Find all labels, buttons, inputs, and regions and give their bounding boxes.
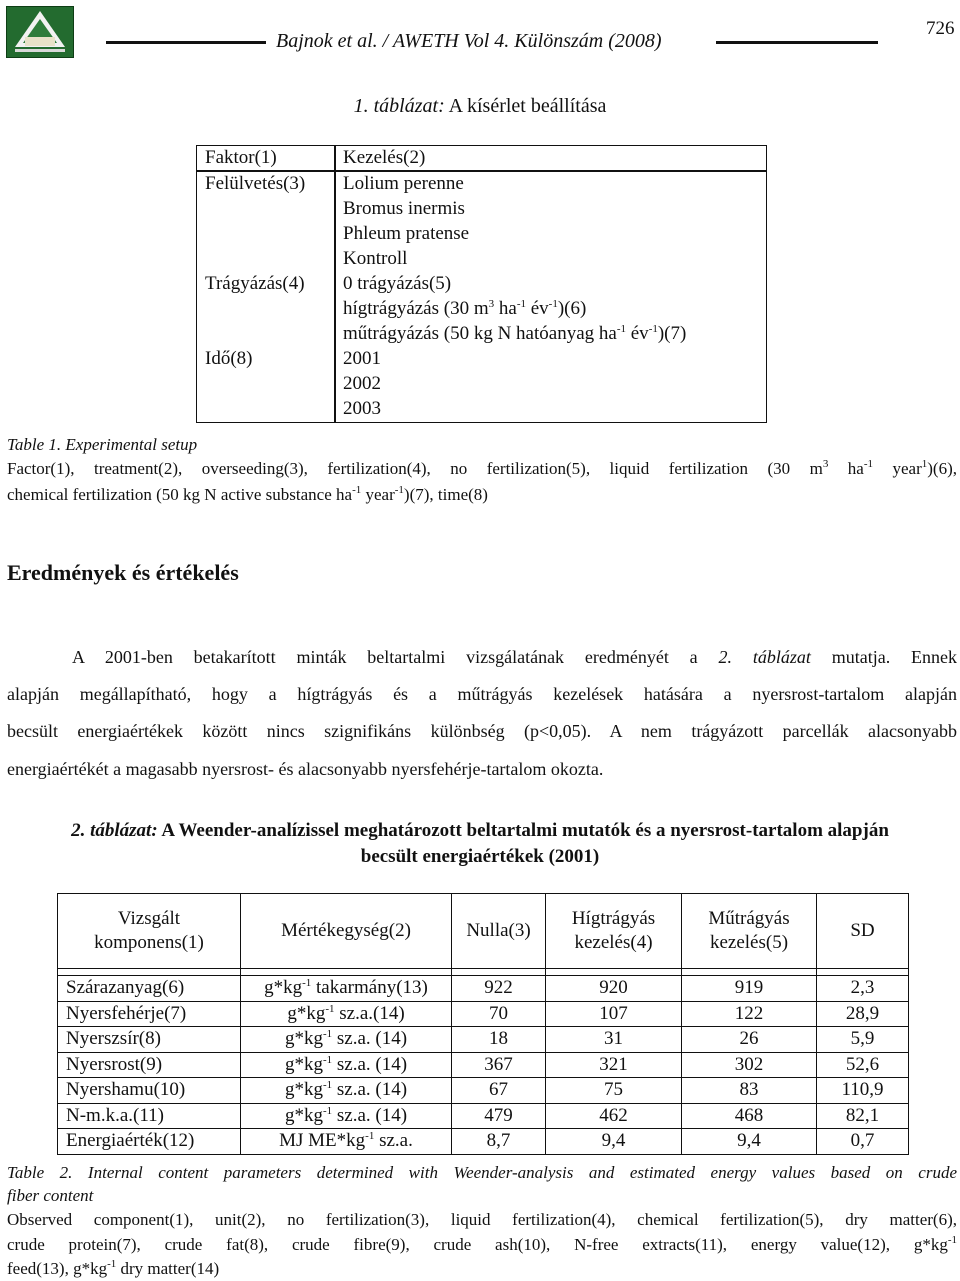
- table1-treatment-item: Kontroll: [343, 248, 408, 269]
- table2: [57, 893, 909, 1155]
- spacer-cell: [546, 969, 682, 976]
- table-row: [58, 1129, 909, 1155]
- unit-cell: $g*kg^{-1}$ sz.a. (14): [241, 1078, 452, 1104]
- table1-header-treatment: Kezelés(2): [343, 147, 426, 168]
- table-row: [58, 1103, 909, 1129]
- table2-col-component: Vizsgált komponens(1): [58, 894, 241, 969]
- table2-col-nulla: Nulla(3): [452, 894, 546, 969]
- chemical-cell: 302: [682, 1052, 817, 1078]
- sd-cell: 0,7: [817, 1129, 909, 1155]
- nulla-cell: 8,7: [452, 1129, 546, 1155]
- nulla-cell: 922: [452, 976, 546, 1002]
- table1-treatment-item: műtrágyázás (50 kg N hatóanyag $ha^{-1}$ $év^{-1})(7)$: [343, 323, 687, 344]
- table-reference: 2. táblázat: [718, 647, 811, 667]
- component-cell: Nyersrost(9): [58, 1052, 241, 1078]
- header-rule-right: [716, 41, 878, 44]
- nulla-cell: 479: [452, 1103, 546, 1129]
- unit-cell: $g*kg^{-1}$ takarmány(13): [241, 976, 452, 1002]
- table1-treatment-item: 0 trágyázás(5): [343, 273, 452, 294]
- chemical-cell: 468: [682, 1103, 817, 1129]
- table2-title-label: 2. táblázat:: [71, 820, 158, 841]
- table1-english-caption: Table 1. Experimental setup: [7, 435, 198, 454]
- spacer-cell: [58, 969, 241, 976]
- spacer-cell: [241, 969, 452, 976]
- journal-logo: [6, 6, 74, 58]
- sd-cell: 82,1: [817, 1103, 909, 1129]
- table1-english-legend-line: chemical fertilization (50 kg N active substance $ha^{-1}$ year$^{-1}$)(7), time(8): [7, 484, 488, 504]
- unit-cell: $g*kg^{-1}$ sz.a. (14): [241, 1052, 452, 1078]
- table1-column-rule: [334, 145, 336, 423]
- nulla-cell: 18: [452, 1027, 546, 1053]
- table1-treatment-item: 2003: [343, 398, 381, 419]
- liquid-cell: 321: [546, 1052, 682, 1078]
- table1-header-factor: Faktor(1): [205, 147, 277, 168]
- table1-treatment-item: Lolium perenne: [343, 173, 464, 194]
- paragraph-line: A 2001-ben betakarított minták beltartalmi vizsgálatának eredményét a 2. táblázat mutatja. Ennek: [72, 647, 958, 667]
- table1-treatment-item: Phleum pratense: [343, 223, 470, 244]
- journal-citation: Bajnok et al. / AWETH Vol 4. Különszám (2008): [276, 30, 662, 52]
- component-cell: Nyerszsír(8): [58, 1027, 241, 1053]
- table1-english-legend-line: Factor(1), treatment(2), overseeding(3), fertilization(4), no fertilization(5), liquid fertilization (30 $m^3$ $ha^{-1}$ year$^1$)(6),: [7, 458, 957, 478]
- sd-cell: 52,6: [817, 1052, 909, 1078]
- table2-english-caption: Table 2. Internal content parameters determined with Weender-analysis and estimated energy values based on crude: [7, 1163, 957, 1182]
- table1-factor-overseeding: Felülvetés(3): [205, 173, 306, 194]
- table1-treatment-item: 2002: [343, 373, 381, 394]
- liquid-cell: 31: [546, 1027, 682, 1053]
- liquid-cell: 9,4: [546, 1129, 682, 1155]
- unit-cell: $g*kg^{-1}$ sz.a. (14): [241, 1103, 452, 1129]
- table1-treatment-item: Bromus inermis: [343, 198, 465, 219]
- page-number: 726: [926, 18, 955, 39]
- liquid-cell: 462: [546, 1103, 682, 1129]
- nulla-cell: 367: [452, 1052, 546, 1078]
- table2-english-legend-line: crude protein(7), crude fat(8), crude fibre(9), crude ash(10), N-free extracts(11), energy value(12), $g*kg^{-1}$: [7, 1234, 957, 1254]
- table2-english-legend-line: feed(13), $g*kg^{-1}$ dry matter(14): [7, 1258, 220, 1278]
- table-row: [58, 1078, 909, 1104]
- spacer-cell: [452, 969, 546, 976]
- chemical-cell: 26: [682, 1027, 817, 1053]
- component-cell: Nyersfehérje(7): [58, 1001, 241, 1027]
- sd-cell: 2,3: [817, 976, 909, 1002]
- section-heading: Eredmények és értékelés: [7, 560, 239, 585]
- chemical-cell: 122: [682, 1001, 817, 1027]
- nulla-cell: 70: [452, 1001, 546, 1027]
- table2-header-row: [58, 894, 909, 969]
- component-cell: Szárazanyag(6): [58, 976, 241, 1002]
- table-row: [58, 1001, 909, 1027]
- table2-col-chemical: Műtrágyás kezelés(5): [682, 894, 817, 969]
- unit-cell: $g*kg^{-1}$ sz.a. (14): [241, 1027, 452, 1053]
- table1-treatment-item: hígtrágyázás (30 $m^3$ $ha^{-1}$ $év^{-1})(6)$: [343, 298, 587, 319]
- paragraph-line: alapján megállapítható, hogy a hígtrágyás és a műtrágyás kezelések hatására a nyersrost-tartalom alapján: [7, 684, 957, 704]
- unit-cell: MJ $ME*kg^{-1}$ sz.a.: [241, 1129, 452, 1155]
- spacer-cell: [817, 969, 909, 976]
- unit-cell: $g*kg^{-1}$ sz.a.(14): [241, 1001, 452, 1027]
- table1-title: [0, 95, 960, 118]
- sd-cell: 110,9: [817, 1078, 909, 1104]
- logo-graphic: [7, 7, 73, 57]
- spacer-cell: [682, 969, 817, 976]
- chemical-cell: 919: [682, 976, 817, 1002]
- table-row: [58, 1052, 909, 1078]
- component-cell: Nyershamu(10): [58, 1078, 241, 1104]
- component-cell: N-m.k.a.(11): [58, 1103, 241, 1129]
- table-row: [58, 976, 909, 1002]
- sd-cell: 28,9: [817, 1001, 909, 1027]
- table2-english-caption-line2: fiber content: [7, 1186, 94, 1205]
- table-row: [58, 1027, 909, 1053]
- paragraph-line: energiaértékét a magasabb nyersrost- és alacsonyabb nyersfehérje-tartalom okozta.: [7, 759, 604, 779]
- liquid-cell: 75: [546, 1078, 682, 1104]
- paragraph-line: becsült energiaértékek között nincs szignifikáns különbség (p<0,05). A nem trágyázott parcellák alacsonyabb: [7, 721, 957, 741]
- table1-factor-fertilization: Trágyázás(4): [205, 273, 305, 294]
- table2-title: 2. táblázat: A Weender-analízissel meghatározott beltartalmi mutatók és a nyersrost-tartalom alapján: [71, 820, 889, 841]
- table2-col-liquid: Hígtrágyás kezelés(4): [546, 894, 682, 969]
- table1-title-label: 1. táblázat:: [353, 95, 445, 117]
- nulla-cell: 67: [452, 1078, 546, 1104]
- table1-treatment-item: 2001: [343, 348, 381, 369]
- liquid-cell: 920: [546, 976, 682, 1002]
- sd-cell: 5,9: [817, 1027, 909, 1053]
- component-cell: Energiaérték(12): [58, 1129, 241, 1155]
- table2-title-line2: becsült energiaértékek (2001): [360, 846, 600, 867]
- table2-col-unit: Mértékegység(2): [241, 894, 452, 969]
- table2-english-legend-line: Observed component(1), unit(2), no fertilization(3), liquid fertilization(4), chemical fertilization(5), dry matter(6),: [7, 1210, 957, 1229]
- header-rule-left: [106, 41, 266, 44]
- chemical-cell: 9,4: [682, 1129, 817, 1155]
- table1-title-text: A kísérlet beállítása: [444, 95, 607, 117]
- liquid-cell: 107: [546, 1001, 682, 1027]
- table1-factor-time: Idő(8): [205, 348, 253, 369]
- table2-spacer-row: [58, 969, 909, 976]
- chemical-cell: 83: [682, 1078, 817, 1104]
- table2-col-sd: SD: [817, 894, 909, 969]
